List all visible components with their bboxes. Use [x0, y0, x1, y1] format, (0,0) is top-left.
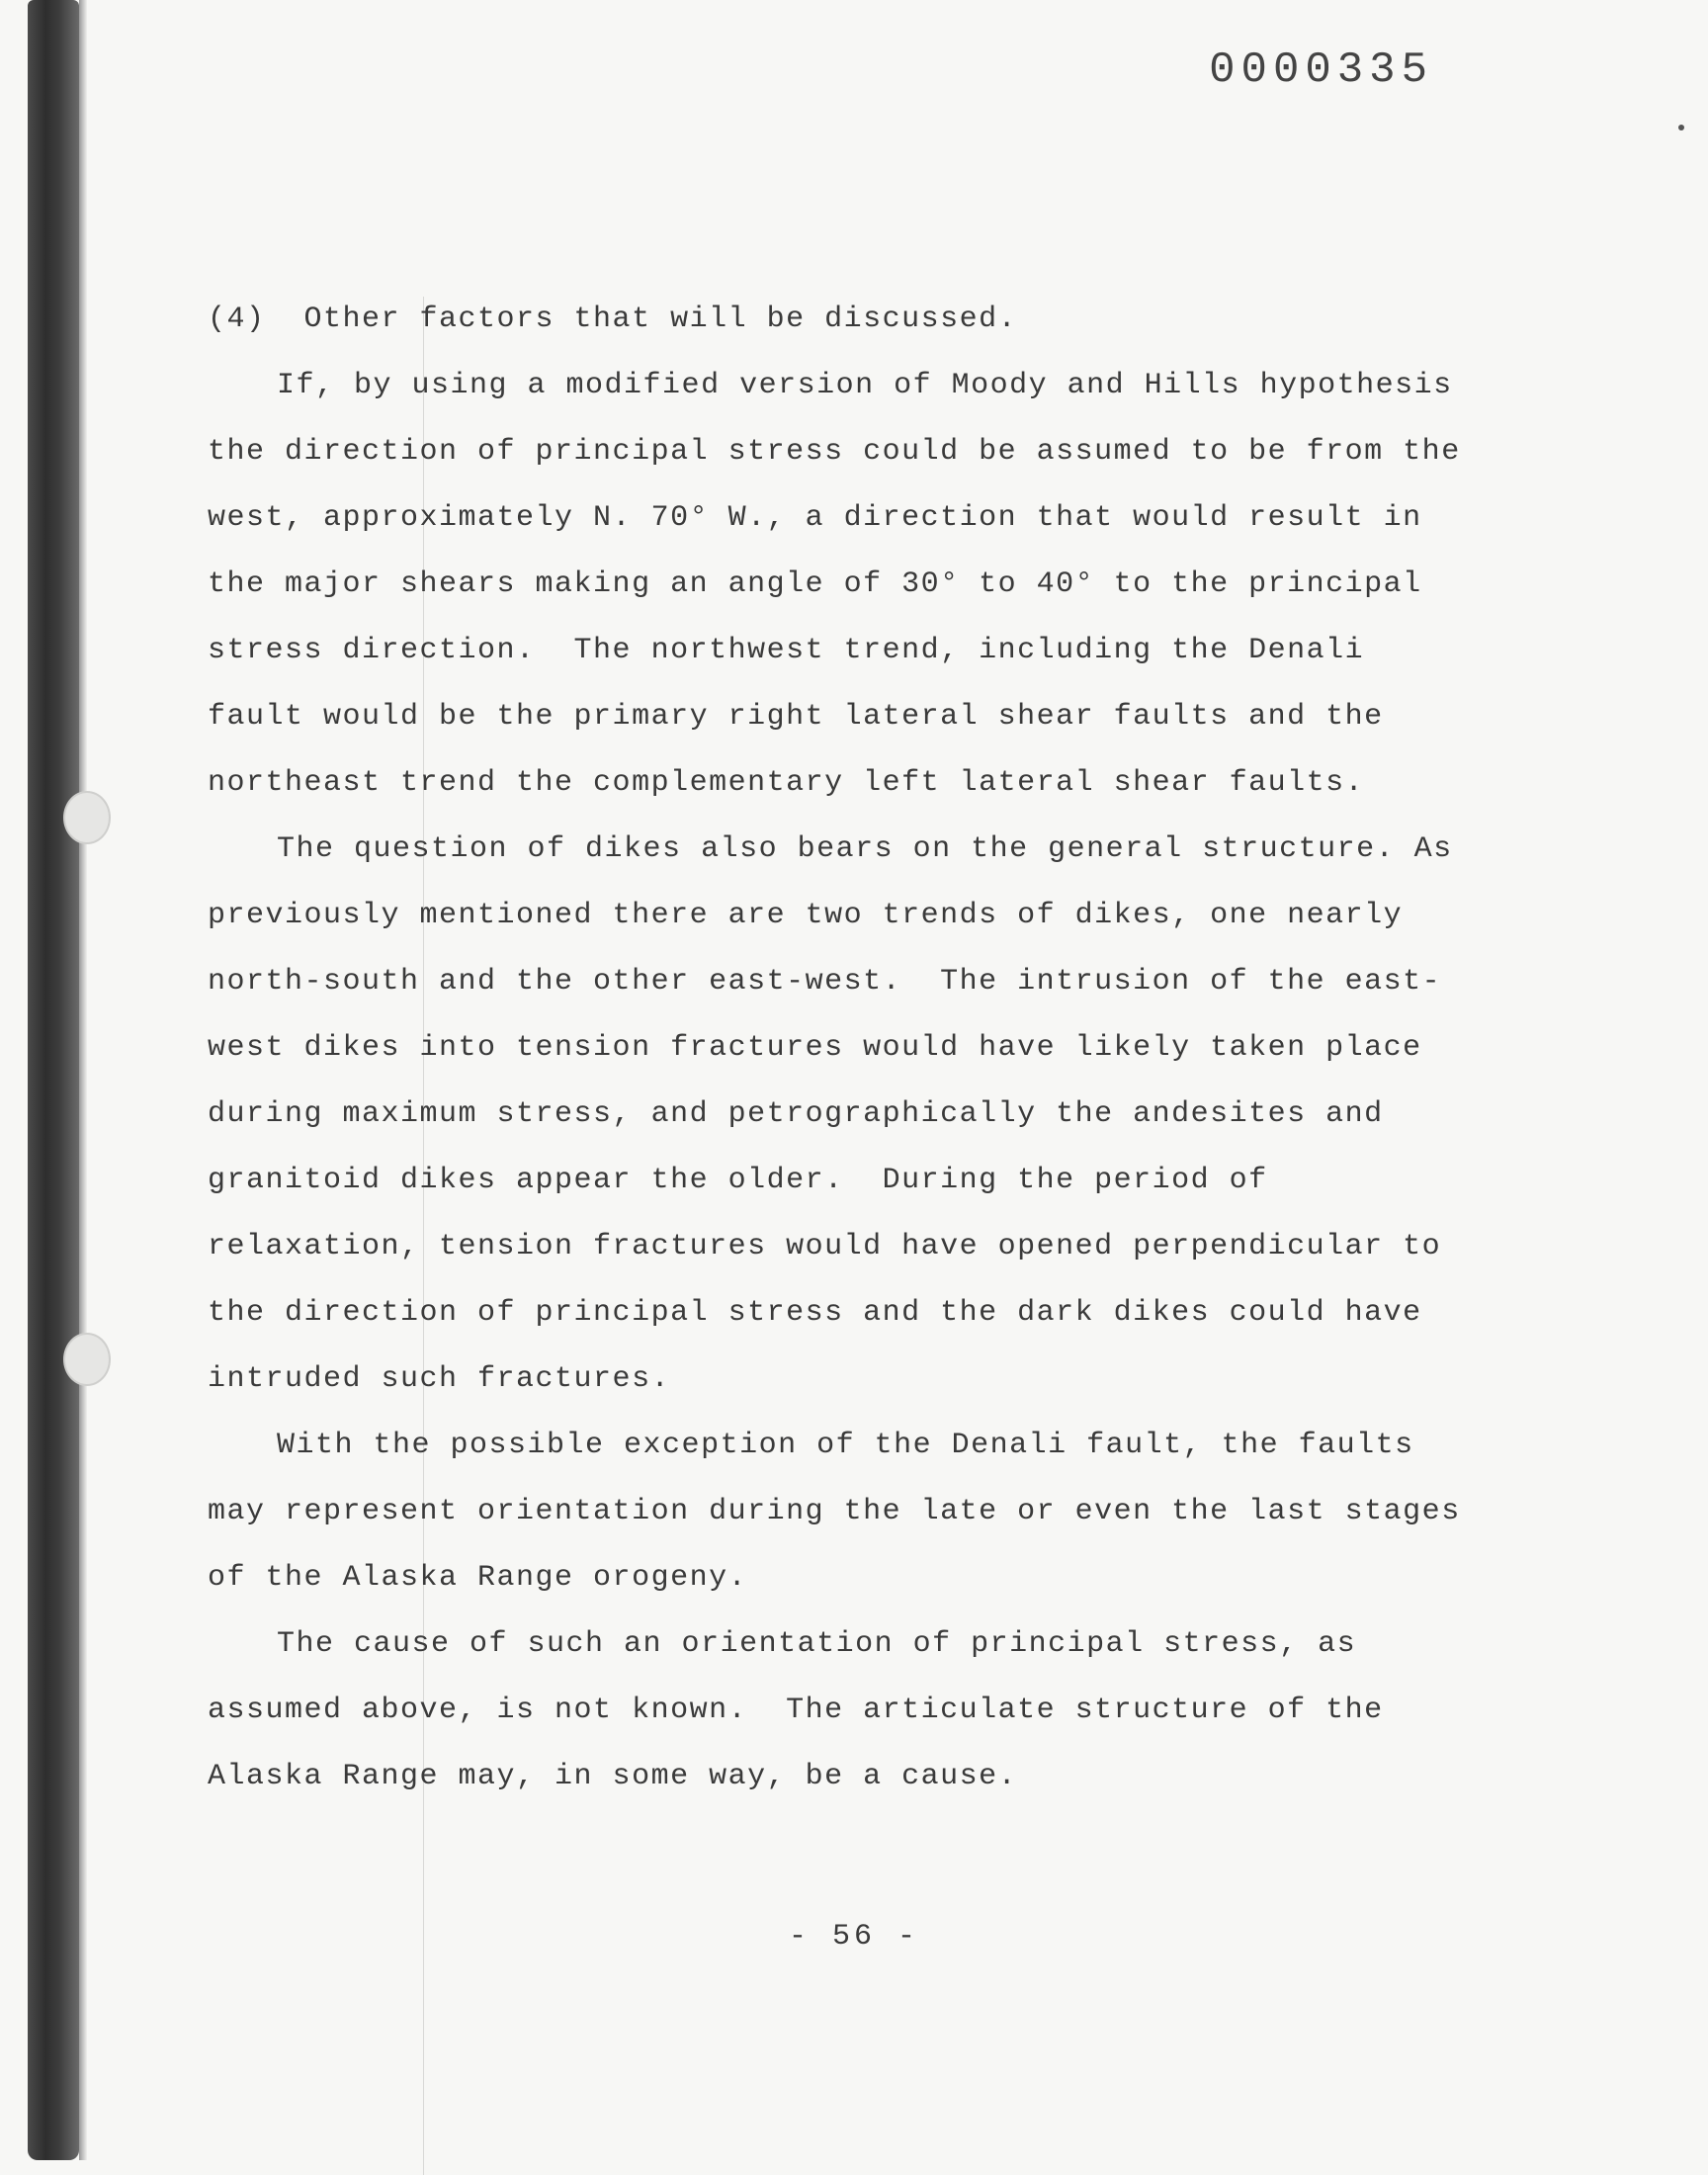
- paragraph: With the possible exception of the Denali fault, the faults may represent orientation during the late or even the last stages of the Alaska Range orogeny.: [208, 1429, 1481, 1595]
- speck-mark: [1678, 125, 1684, 130]
- paragraph: If, by using a modified version of Moody and Hills hypothesis the direction of principal stress could be assumed to be from the west, approximately N. 70° W., a direction that would result in the major shears making an angle of 30° to 40° to the principal stress direction. The northwest trend, including the Denali fault would be the primary right lateral shear faults and the northeast trend the complementary left lateral shear faults.: [208, 369, 1481, 800]
- punch-hole-lower: [63, 1333, 111, 1386]
- punch-hole-upper: [63, 791, 111, 844]
- binder-edge: [79, 0, 87, 2160]
- paragraph-list-item: (4) Other factors that will be discussed.: [208, 303, 1018, 336]
- binder-spine: [28, 0, 79, 2160]
- paragraph: The question of dikes also bears on the general structure. As previously mentioned there are two trends of dikes, one nearly north-south and the other east-west. The intrusion of the east-west dikes into tension fractures would have likely taken place during maximum stress, and petrographically the andesites and granitoid dikes appear the older. During the period of relaxation, tension fractures would have opened perpendicular to the direction of principal stress and the dark dikes could have intruded such fractures.: [208, 832, 1473, 1396]
- stamp-number: 0000335: [1209, 45, 1433, 95]
- paragraph: The cause of such an orientation of principal stress, as assumed above, is not known. The articulate structure of the Alaska Range may, in some way, be a cause.: [208, 1627, 1404, 1793]
- body-text: [208, 287, 1481, 1810]
- page-footer-number: - 56 -: [788, 1920, 920, 1954]
